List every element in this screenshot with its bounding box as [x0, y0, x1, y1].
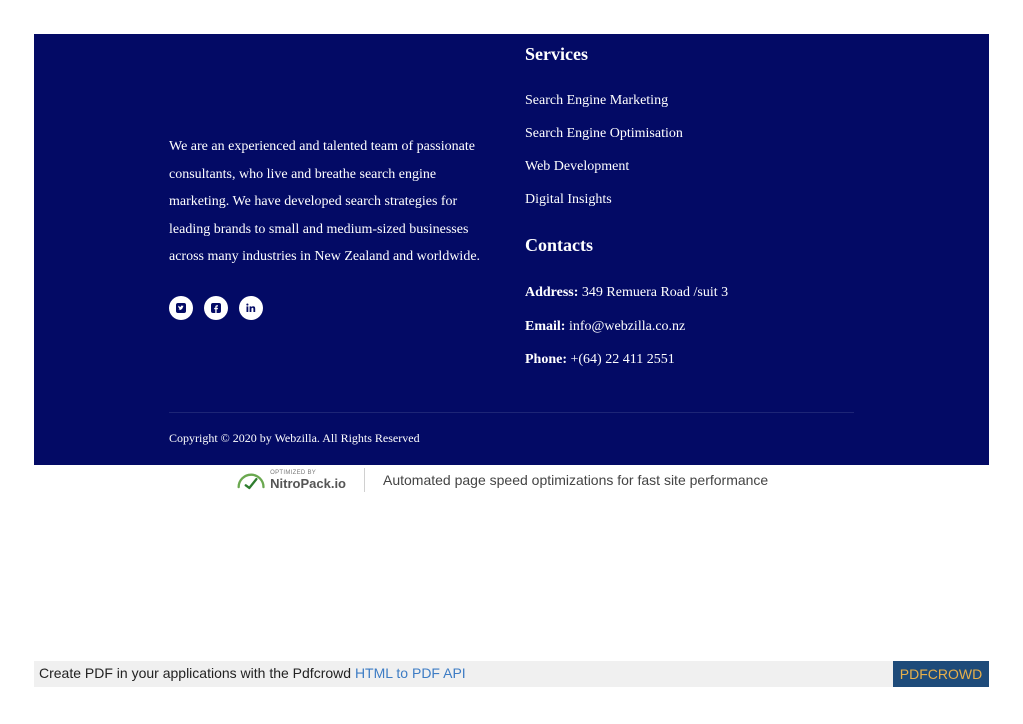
pdfcrowd-message: Create PDF in your applications with the Pdfcrowd: [39, 665, 352, 681]
nitropack-logo[interactable]: [236, 470, 346, 491]
contact-label: Email:: [525, 318, 566, 334]
service-link[interactable]: Web Development: [525, 159, 630, 174]
footer-divider: [169, 412, 854, 413]
contact-phone: [525, 351, 728, 385]
twitter-icon: [175, 302, 187, 314]
contact-label: Address:: [525, 285, 579, 300]
optimized-by-label: OPTIMIZED BY: [270, 469, 317, 476]
contacts-heading: Contacts: [525, 235, 593, 255]
nitropack-brand: NitroPack.io: [270, 475, 346, 491]
nitropack-tagline: Automated page speed optimizations for fast site performance: [383, 472, 769, 488]
service-link[interactable]: Digital Insights: [525, 192, 612, 207]
nitropack-wordmark: [270, 470, 346, 491]
services-list: [525, 91, 683, 223]
contact-value: 349 Remuera Road /suit 3: [581, 285, 729, 300]
nitropack-badge: [236, 467, 796, 493]
pdfcrowd-banner: [34, 661, 989, 687]
contact-email: [525, 318, 728, 352]
nitropack-separator: [364, 468, 365, 492]
speedometer-icon: [236, 470, 266, 490]
contacts-list: [525, 284, 728, 385]
facebook-icon: [210, 302, 222, 314]
services-heading: Services: [525, 44, 588, 64]
contact-label: Phone:: [525, 352, 567, 367]
service-link[interactable]: Search Engine Optimisation: [525, 126, 683, 141]
copyright-text: Copyright © 2020 by Webzilla. All Rights Reserved: [169, 431, 420, 445]
linkedin-icon: [245, 302, 257, 314]
service-link[interactable]: Search Engine Marketing: [525, 93, 669, 108]
twitter-link[interactable]: [169, 296, 193, 320]
linkedin-link[interactable]: [239, 296, 263, 320]
phone-link[interactable]: +(64) 22 411 2551: [570, 352, 675, 367]
contact-address: [525, 284, 728, 318]
pdfcrowd-api-link[interactable]: HTML to PDF API: [354, 665, 466, 681]
social-links: [169, 296, 263, 320]
facebook-link[interactable]: [204, 296, 228, 320]
about-text: We are an experienced and talented team of passionate consultants, who live and breathe search engine marketing. We have developed search strategies for leading brands to small and medium-sized businesses across many industries in New Zealand and worldwide.: [169, 139, 481, 264]
pdfcrowd-text: [39, 665, 466, 681]
email-link[interactable]: info@webzilla.co.nz: [568, 318, 686, 334]
site-footer: [34, 34, 989, 465]
pdfcrowd-logo-button[interactable]: PDFCROWD: [893, 661, 989, 687]
